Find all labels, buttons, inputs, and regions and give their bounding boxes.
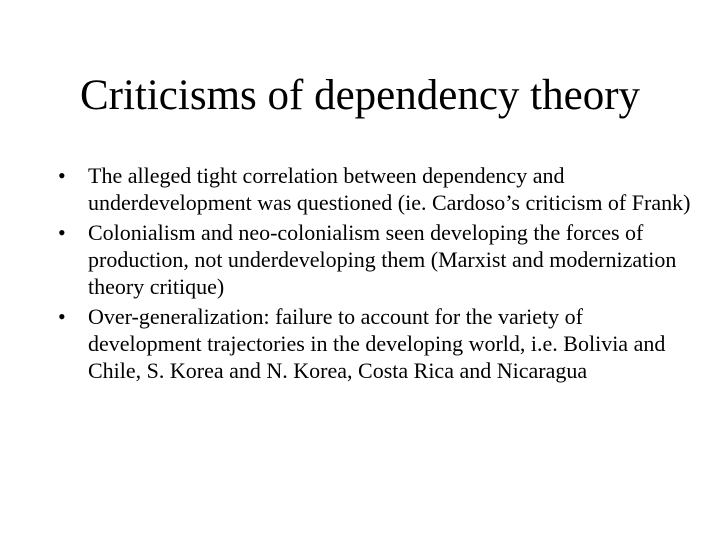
bullet-icon: • xyxy=(58,163,66,188)
bullet-item xyxy=(58,219,698,300)
bullet-icon: • xyxy=(58,304,66,329)
bullet-item xyxy=(58,303,698,384)
bullet-text: Over-generalization: failure to account for the variety of development trajectories in the developing world, i.e. Bolivia and Chile, S. Korea and N. Korea, Costa Rica and Nicaragua xyxy=(88,304,666,383)
bullet-icon: • xyxy=(58,220,66,245)
bullet-text: The alleged tight correlation between dependency and underdevelopment was questioned (ie. Cardoso’s criticism of Frank) xyxy=(88,163,691,215)
bullet-list xyxy=(58,162,698,387)
bullet-text: Colonialism and neo-colonialism seen developing the forces of production, not underdeveloping them (Marxist and modernization theory critique) xyxy=(88,220,677,299)
slide-title: Criticisms of dependency theory xyxy=(79,72,641,119)
bullet-item xyxy=(58,162,698,216)
